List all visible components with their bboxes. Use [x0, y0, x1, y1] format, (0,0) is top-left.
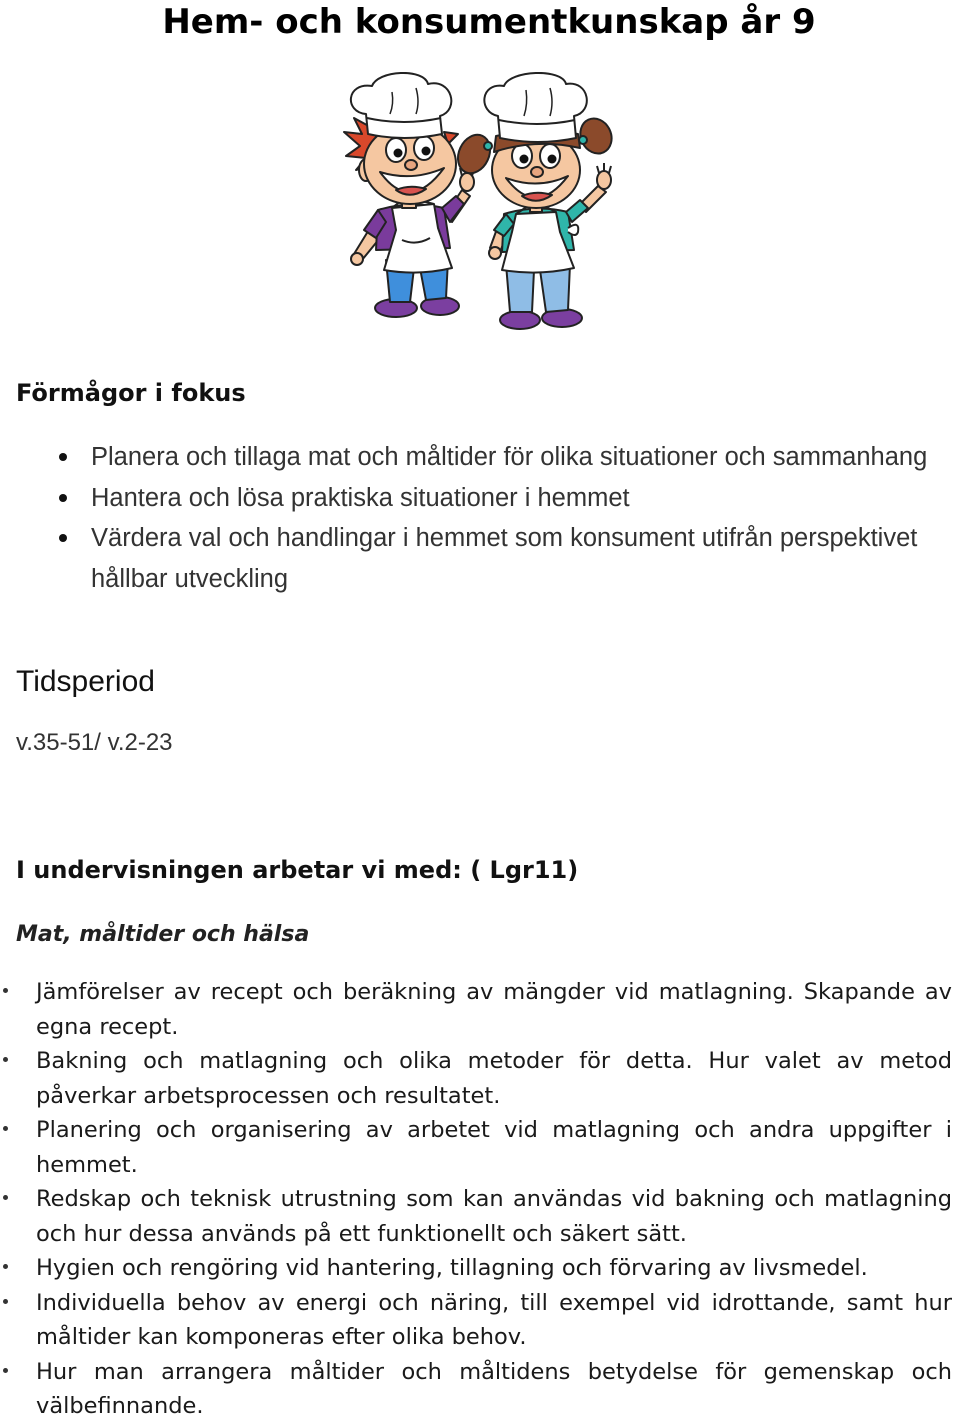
ability-item-text: Planera och tillaga mat och måltider för olika situationer och sammanhang — [91, 443, 928, 471]
teaching-item-text: Planering och organisering av arbetet vid matlagning och andra uppgifter i hemmet. — [36, 1117, 952, 1178]
teaching-item — [0, 1113, 952, 1182]
teaching-item-text: Bakning och matlagning och olika metoder för detta. Hur valet av metod påverkar arbetsprocessen och resultatet. — [36, 1048, 952, 1109]
teaching-item-text: Hur man arrangera måltider och måltidens betydelse för gemenskap och välbefinnande. — [36, 1358, 952, 1419]
bullet-dot — [3, 1057, 8, 1062]
ability-item — [52, 478, 953, 519]
page-title: Hem- och konsumentkunskap år 9 — [162, 2, 816, 42]
teaching-item — [0, 1251, 952, 1286]
girl-chef-figure — [452, 73, 617, 329]
chef-children-illustration — [340, 72, 620, 338]
boy-chef-figure — [344, 73, 474, 317]
teaching-item — [0, 1044, 952, 1113]
period-value: v.35-51/ v.2-23 — [16, 729, 173, 756]
teaching-list — [0, 975, 952, 1424]
teaching-item — [0, 1355, 952, 1424]
bullet-dot — [3, 1299, 8, 1304]
teaching-item — [0, 1182, 952, 1251]
ability-item — [52, 518, 953, 599]
bullet-dot — [3, 1264, 8, 1269]
boy-shoes — [375, 297, 459, 317]
ability-item-text: Värdera val och handlingar i hemmet som konsument utifrån perspektivet hållbar utveckling — [91, 524, 918, 593]
period-heading: Tidsperiod — [16, 665, 155, 698]
teaching-subheading: Mat, måltider och hälsa — [16, 922, 310, 947]
bullet-dot — [3, 988, 8, 993]
teaching-item-text: Individuella behov av energi och näring, till exempel vid idrottande, samt hur måltider kan komponeras efter olika behov. — [36, 1289, 952, 1350]
abilities-heading: Förmågor i fokus — [16, 379, 246, 407]
ability-item — [52, 437, 953, 478]
teaching-item-text: Hygien och rengöring vid hantering, tillagning och förvaring av livsmedel. — [36, 1255, 868, 1281]
teaching-item-text: Redskap och teknisk utrustning som kan användas vid bakning och matlagning och hur dessa används på ett funktionellt och säkert sätt. — [36, 1186, 952, 1247]
bullet-dot — [3, 1195, 8, 1200]
girl-chef-hat — [484, 73, 586, 142]
teaching-item — [0, 1286, 952, 1355]
bullet-dot — [59, 534, 67, 542]
bullet-dot — [3, 1126, 8, 1131]
teaching-heading: I undervisningen arbetar vi med: ( Lgr11) — [16, 856, 579, 884]
bullet-dot — [3, 1368, 8, 1373]
teaching-item — [0, 975, 952, 1044]
bullet-dot — [59, 453, 67, 461]
ability-item-text: Hantera och lösa praktiska situationer i hemmet — [91, 483, 630, 512]
bullet-dot — [59, 494, 67, 502]
teaching-item-text: Jämförelser av recept och beräkning av mängder vid matlagning. Skapande av egna recept. — [36, 979, 952, 1040]
abilities-list — [52, 437, 953, 599]
